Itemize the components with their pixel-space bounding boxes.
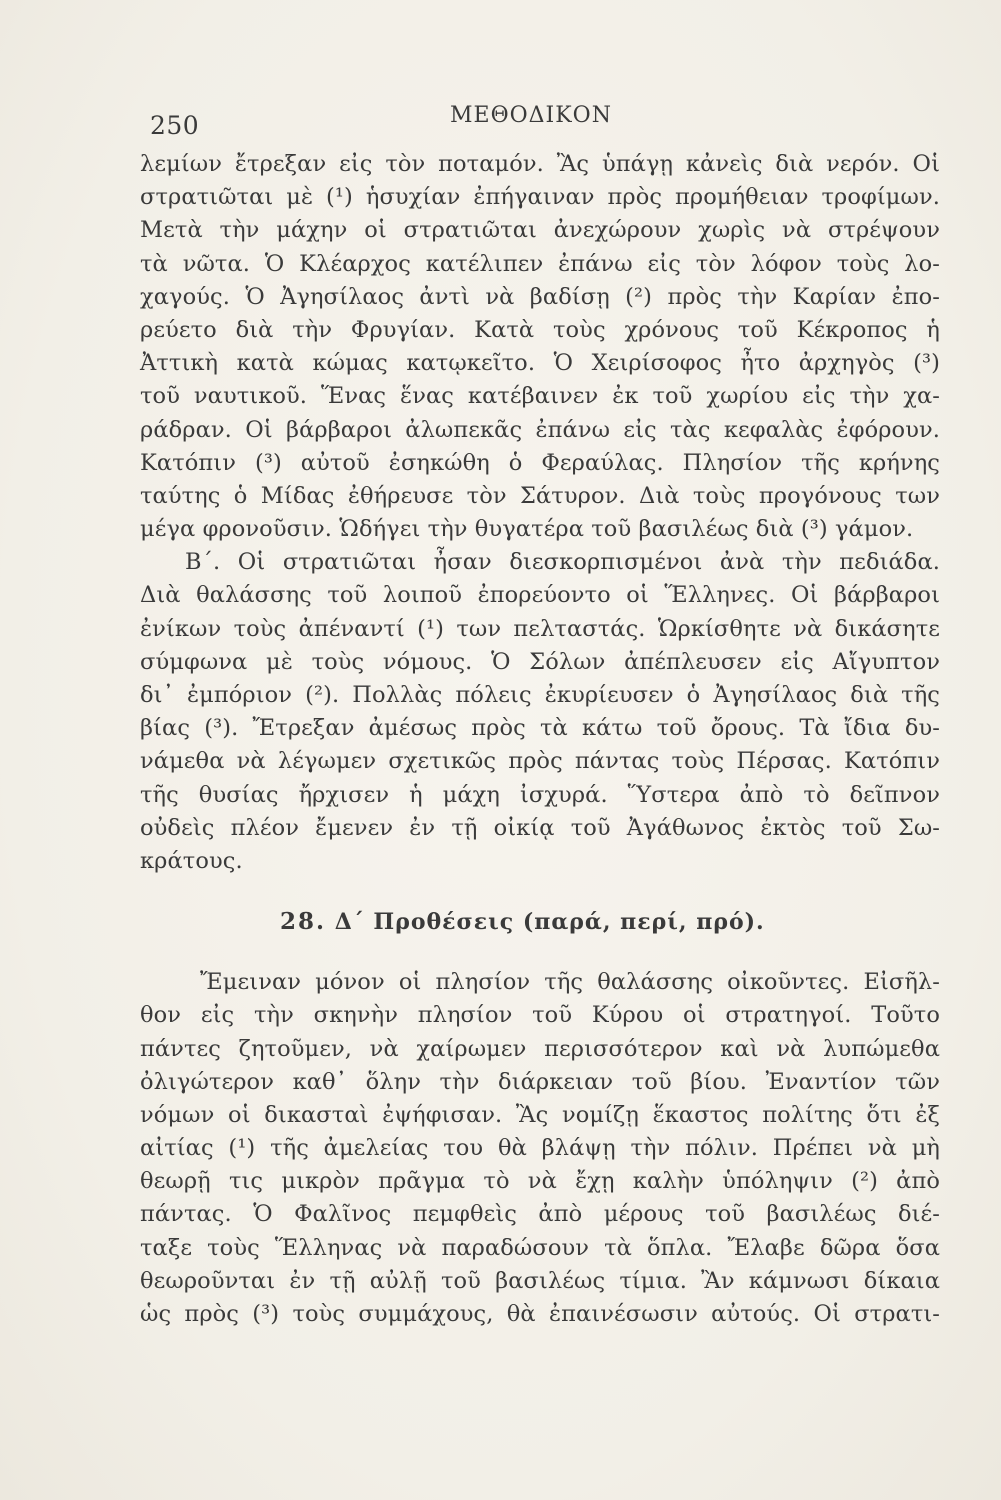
body-text — [140, 148, 940, 1331]
section-title: Δ΄ Προθέσεις (παρά, περί, πρό). — [334, 909, 765, 936]
paragraph-exercises-c — [140, 966, 940, 1331]
text-line: Κατόπιν (³) αὐτοῦ ἐσηκώθη ὁ Φεραύλας. Πλησίον τῆς κρήνης — [140, 449, 940, 476]
page-header — [150, 103, 930, 143]
text-line: μέγα φρονοῦσιν. Ὡδήγει τὴν θυγατέρα τοῦ βασιλέως διὰ (³) γάμον. — [140, 516, 914, 543]
text-line: Ἔμειναν μόνον οἱ πλησίον τῆς θαλάσσης οἰκοῦντες. Εἰσῆλ- — [200, 969, 940, 996]
section-number: 28. — [280, 908, 327, 936]
text-line: δι᾽ ἐμπόριον (²). Πολλὰς πόλεις ἐκυρίευσεν ὁ Ἀγησίλαος διὰ τῆς — [140, 682, 940, 708]
text-line: βίας (³). Ἔτρεξαν ἀμέσως πρὸς τὰ κάτω τοῦ ὄρους. Τὰ ἴδια δυ- — [140, 715, 940, 742]
text-line: λεμίων ἔτρεξαν εἰς τὸν ποταμόν. Ἂς ὑπάγῃ κἀνεὶς διὰ νερόν. Οἱ — [140, 151, 940, 177]
text-line: ράδραν. Οἱ βάρβαροι ἀλωπεκᾶς ἐπάνω εἰς τὰς κεφαλὰς ἐφόρουν. — [140, 416, 940, 443]
text-line: νάμεθα νὰ λέγωμεν σχετικῶς πρὸς πάντας τοὺς Πέρσας. Κατόπιν — [140, 748, 940, 775]
page-number: 250 — [150, 111, 200, 140]
text-line: ταύτης ὁ Μίδας ἐθήρευσε τὸν Σάτυρον. Διὰ τοὺς προγόνους των — [140, 482, 940, 509]
text-line: Ἀττικὴ κατὰ κώμας κατῳκεῖτο. Ὁ Χειρίσοφος ἦτο ἀρχηγὸς (³) — [140, 350, 940, 377]
text-line: στρατιῶται μὲ (¹) ἡσυχίαν ἐπήγαιναν πρὸς προμήθειαν τροφίμων. — [140, 184, 940, 211]
paragraph-exercises-a — [140, 148, 940, 546]
text-line: ὀλιγώτερον καθ᾽ ὅλην τὴν διάρκειαν τοῦ βίου. Ἐναντίον τῶν — [140, 1068, 940, 1095]
text-line: τῆς θυσίας ἤρχισεν ἡ μάχη ἰσχυρά. Ὕστερα ἀπὸ τὸ δεῖπνον — [140, 781, 940, 808]
paragraph-exercises-b — [140, 546, 940, 878]
text-line: Β΄. Οἱ στρατιῶται ἦσαν διεσκορπισμένοι ἀνὰ τὴν πεδιάδα. — [185, 549, 940, 576]
text-line: χαγούς. Ὁ Ἀγησίλαος ἀντὶ νὰ βαδίσῃ (²) πρὸς τὴν Καρίαν ἐπο- — [140, 283, 940, 310]
text-line: ρεύετο διὰ τὴν Φρυγίαν. Κατὰ τοὺς χρόνους τοῦ Κέκροπος ἡ — [140, 316, 940, 343]
text-line: αἰτίας (¹) τῆς ἀμελείας του θὰ βλάψῃ τὴν πόλιν. Πρέπει νὰ μὴ — [140, 1135, 940, 1162]
text-line: κράτους. — [140, 847, 243, 874]
text-line: τοῦ ναυτικοῦ. Ἕνας ἕνας κατέβαινεν ἐκ τοῦ χωρίου εἰς τὴν χα- — [140, 383, 940, 410]
text-line: πάντας. Ὁ Φαλῖνος πεμφθεὶς ἀπὸ μέρους τοῦ βασιλέως διέ- — [140, 1201, 940, 1228]
text-line: ταξε τοὺς Ἕλληνας νὰ παραδώσουν τὰ ὅπλα. Ἔλαβε δῶρα ὅσα — [140, 1234, 940, 1261]
text-line: πάντες ζητοῦμεν, νὰ χαίρωμεν περισσότερον καὶ νὰ λυπώμεθα — [140, 1035, 940, 1062]
text-line: θον εἰς τὴν σκηνὴν πλησίον τοῦ Κύρου οἱ στρατηγοί. Τοῦτο — [140, 1002, 940, 1029]
text-line: Διὰ θαλάσσης τοῦ λοιποῦ ἐπορεύοντο οἱ Ἕλληνες. Οἱ βάρβαροι — [140, 582, 940, 609]
running-title: ΜΕΘΟΔΙΚΟΝ — [450, 103, 612, 128]
text-line: οὐδεὶς πλέον ἔμενεν ἐν τῇ οἰκίᾳ τοῦ Ἀγάθωνος ἐκτὸς τοῦ Σω- — [140, 814, 940, 841]
text-line: σύμφωνα μὲ τοὺς νόμους. Ὁ Σόλων ἀπέπλευσεν εἰς Αἴγυπτον — [140, 648, 940, 675]
text-line: θεωρῇ τις μικρὸν πρᾶγμα τὸ νὰ ἔχῃ καλὴν ὑπόληψιν (²) ἀπὸ — [140, 1168, 940, 1195]
text-line: νόμων οἱ δικασταὶ ἐψήφισαν. Ἂς νομίζῃ ἕκαστος πολίτης ὅτι ἐξ — [140, 1101, 940, 1128]
section-heading — [140, 904, 940, 940]
text-line: τὰ νῶτα. Ὁ Κλέαρχος κατέλιπεν ἐπάνω εἰς τὸν λόφον τοὺς λο- — [140, 250, 940, 277]
text-line: Μετὰ τὴν μάχην οἱ στρατιῶται ἀνεχώρουν χωρὶς νὰ στρέψουν — [140, 217, 940, 244]
text-line: ἐνίκων τοὺς ἀπέναντί (¹) των πελταστάς. Ὡρκίσθητε νὰ δικάσητε — [140, 615, 940, 642]
text-line: ὡς πρὸς (³) τοὺς συμμάχους, θὰ ἐπαινέσωσιν αὐτούς. Οἱ στρατι- — [140, 1301, 940, 1327]
text-line: θεωροῦνται ἐν τῇ αὐλῇ τοῦ βασιλέως τίμια. Ἂν κάμνωσι δίκαια — [140, 1267, 940, 1294]
